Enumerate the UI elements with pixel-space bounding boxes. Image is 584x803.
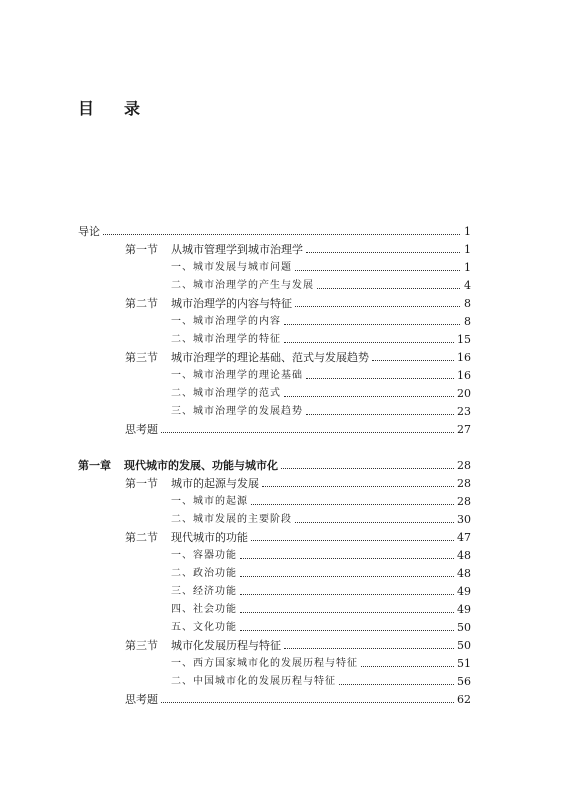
toc-entry[interactable] [0,493,584,511]
toc-entry-page: 1 [461,241,471,259]
toc-leader-dots [306,414,462,415]
toc-entry[interactable] [0,331,584,349]
toc-leader-dots [339,684,462,685]
toc-entry-title: 一、城市治理学的内容 [171,313,284,331]
toc-entry[interactable] [0,259,584,277]
toc-entry-page: 49 [454,583,471,601]
page-title-char-1: 目 [78,99,95,118]
toc-entry[interactable] [0,223,584,241]
toc-entry-title: 三、经济功能 [171,583,240,601]
toc-leader-dots [284,324,462,325]
toc-entry[interactable] [0,295,584,313]
toc-leader-dots [240,594,462,595]
toc-entry-title: 一、城市的起源 [171,493,251,511]
toc-entry-title: 二、城市治理学的范式 [171,385,284,403]
toc-entry[interactable] [0,673,584,691]
toc-entry[interactable] [0,619,584,637]
toc-leader-dots [161,702,462,703]
toc-entry-title: 思考题 [125,691,161,709]
toc-entry-label: 第一节 [125,475,158,493]
toc-leader-dots [251,540,462,541]
toc-entry[interactable] [0,385,584,403]
toc-entry-title: 一、城市发展与城市问题 [171,259,295,277]
toc-entry[interactable] [0,241,584,259]
toc-leader-dots [372,360,462,361]
toc-entry[interactable] [0,349,584,367]
toc-leader-dots [103,234,462,235]
toc-leader-dots [240,630,462,631]
toc-entry-page: 16 [454,349,471,367]
toc-entry-page: 28 [454,475,471,493]
toc-entry-title: 四、社会功能 [171,601,240,619]
toc-leader-dots [284,396,462,397]
toc-entry-page: 50 [454,619,471,637]
toc-entry-page: 28 [454,493,471,511]
toc-entry-title: 五、文化功能 [171,619,240,637]
toc-entry[interactable] [0,511,584,529]
toc-leader-dots [295,306,462,307]
toc-entry-title: 从城市管理学到城市治理学 [171,241,306,259]
toc-entry-page: 51 [454,655,471,673]
toc-entry-title: 现代城市的功能 [171,529,251,547]
toc-entry-title: 现代城市的发展、功能与城市化 [124,457,281,475]
toc-entry-page: 48 [454,547,471,565]
toc-entry-page: 8 [461,295,471,313]
toc-leader-dots [284,648,462,649]
page-title [78,96,140,119]
toc-entry-page: 15 [454,331,471,349]
toc-entry-title: 一、容器功能 [171,547,240,565]
toc-entry-title: 思考题 [125,421,161,439]
toc-leader-dots [295,270,462,271]
toc-entry-title: 二、政治功能 [171,565,240,583]
toc-entry[interactable] [0,457,584,475]
toc-entry-page: 56 [454,673,471,691]
toc-entry-title: 二、城市发展的主要阶段 [171,511,295,529]
toc-entry-title: 二、城市治理学的特征 [171,331,284,349]
toc-entry-label: 第一章 [78,457,111,475]
toc-entry-title: 一、西方国家城市化的发展历程与特征 [171,655,361,673]
toc-entry-label: 第三节 [125,637,158,655]
toc-entry-page: 23 [454,403,471,421]
toc-entry-page: 50 [454,637,471,655]
toc-entry-title: 二、城市治理学的产生与发展 [171,277,317,295]
toc-leader-dots [306,252,462,253]
toc-leader-dots [262,486,462,487]
toc-entry-page: 47 [454,529,471,547]
toc-entry[interactable] [0,565,584,583]
toc-entry-page: 28 [454,457,471,475]
toc-entry-label: 第一节 [125,241,158,259]
toc-entry-title: 城市治理学的内容与特征 [171,295,295,313]
toc-entry-page: 30 [454,511,471,529]
toc-entry-page: 1 [461,259,471,277]
toc-leader-dots [361,666,462,667]
toc-leader-dots [295,522,462,523]
toc-entry-title: 导论 [78,223,103,241]
toc-leader-dots [281,468,462,469]
toc-entry[interactable] [0,367,584,385]
toc-entry[interactable] [0,277,584,295]
toc-entry-title: 三、城市治理学的发展趋势 [171,403,306,421]
page-title-char-2: 录 [124,99,141,118]
toc-entry[interactable] [0,475,584,493]
toc-entry[interactable] [0,313,584,331]
toc-leader-dots [240,558,462,559]
toc-entry-title: 城市治理学的理论基础、范式与发展趋势 [171,349,372,367]
toc-entry-title: 一、城市治理学的理论基础 [171,367,306,385]
toc-entry-title: 城市的起源与发展 [171,475,262,493]
toc-entry-page: 4 [461,277,471,295]
toc-leader-dots [284,342,462,343]
toc-entry[interactable] [0,691,584,709]
toc-entry-page: 8 [461,313,471,331]
toc-entry[interactable] [0,403,584,421]
toc-entry-label: 第二节 [125,529,158,547]
toc-leader-dots [306,378,462,379]
toc-entry[interactable] [0,637,584,655]
toc-entry-page: 62 [454,691,471,709]
toc-entry-page: 27 [454,421,471,439]
toc-entry-title: 城市化发展历程与特征 [171,637,284,655]
toc-entry[interactable] [0,547,584,565]
toc-entry[interactable] [0,583,584,601]
toc-leader-dots [240,576,462,577]
toc-leader-dots [240,612,462,613]
toc-entry-label: 第三节 [125,349,158,367]
toc-entry-title: 二、中国城市化的发展历程与特征 [171,673,339,691]
toc-entry-page: 49 [454,601,471,619]
toc-entry-page: 16 [454,367,471,385]
toc-leader-dots [251,504,462,505]
toc-entry[interactable] [0,601,584,619]
toc-leader-dots [161,432,462,433]
toc-entry[interactable] [0,421,584,439]
toc-entry[interactable] [0,529,584,547]
toc-entry-page: 1 [461,223,471,241]
toc-entry-page: 48 [454,565,471,583]
toc-entry[interactable] [0,655,584,673]
toc-entry-label: 第二节 [125,295,158,313]
toc-entry-page: 20 [454,385,471,403]
toc-leader-dots [317,288,462,289]
